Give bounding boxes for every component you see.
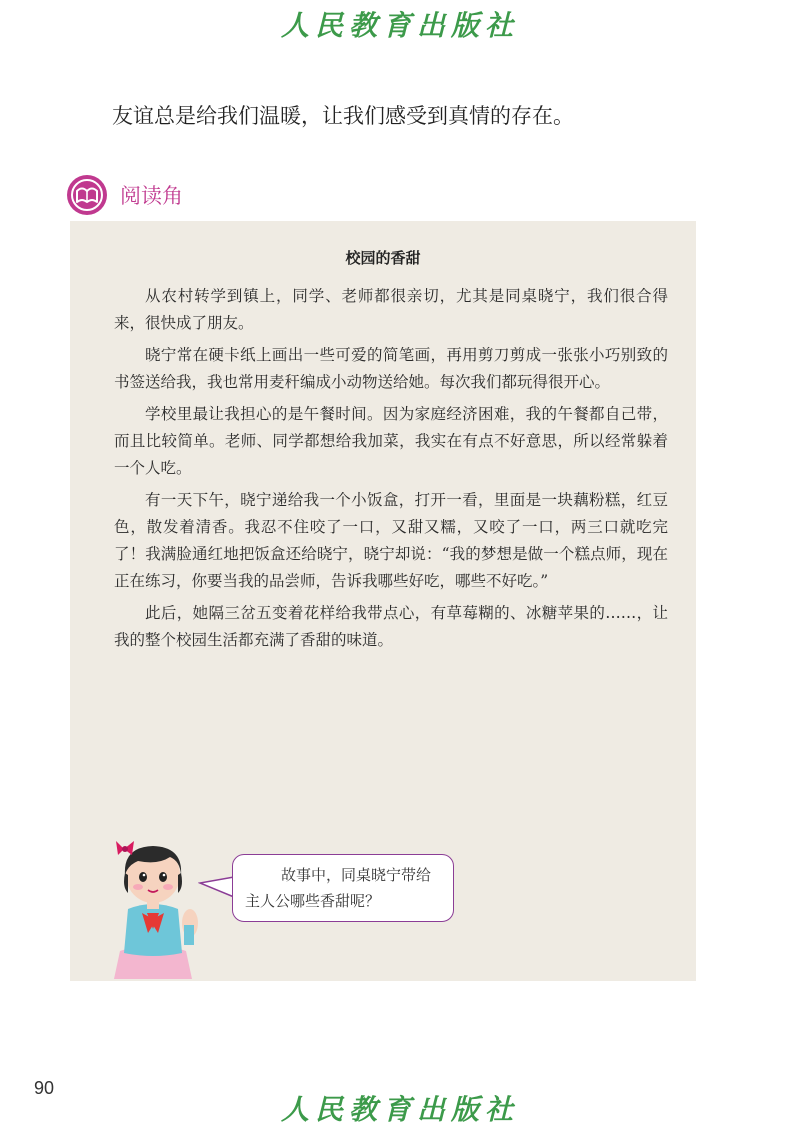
story-paragraph: 此后，她隔三岔五变着花样给我带点心，有草莓糊的、冰糖苹果的……，让我的整个校园生活都充满了香甜的味道。 <box>114 604 668 649</box>
girl-illustration <box>98 839 208 979</box>
story-paragraph: 学校里最让我担心的是午餐时间。因为家庭经济困难，我的午餐都自己带，而且比较简单。老师、同学都想给我加菜，我实在有点不好意思，所以经常躲着一个人吃。 <box>114 405 668 477</box>
publisher-logo-bottom: 人民教育出版社 <box>280 1093 519 1126</box>
section-title: 阅读角 <box>120 184 183 208</box>
story-body <box>114 283 668 659</box>
intro-text: 友谊总是给我们温暖，让我们感受到真情的存在。 <box>112 104 574 128</box>
story-paragraph: 晓宁常在硬卡纸上画出一些可爱的简笔画，再用剪刀剪成一张张小巧别致的书签送给我，我也常用麦秆编成小动物送给她。每次我们都玩得很开心。 <box>114 346 668 391</box>
story-paragraph: 有一天下午，晓宁递给我一个小饭盒，打开一看，里面是一块藕粉糕，红豆色，散发着清香。我忍不住咬了一口，又甜又糯，又咬了一口，两三口就吃完了！我满脸通红地把饭盒还给晓宁，晓宁却说：“我的梦想是做一个糕点师，现在正在练习，你要当我的品尝师，告诉我哪些好吃，哪些不好吃。” <box>114 491 668 590</box>
reading-box <box>70 221 696 981</box>
question-text: 故事中，同桌晓宁带给主人公哪些香甜呢？ <box>245 866 432 910</box>
story-paragraph: 从农村转学到镇上，同学、老师都很亲切，尤其是同桌晓宁，我们很合得来，很快成了朋友。 <box>114 287 668 332</box>
page-number: 90 <box>34 1078 55 1098</box>
publisher-logo-top: 人民教育出版社 <box>280 9 519 42</box>
story-title: 校园的香甜 <box>345 249 421 267</box>
book-circle-icon <box>66 174 108 216</box>
speech-bubble <box>232 854 454 922</box>
